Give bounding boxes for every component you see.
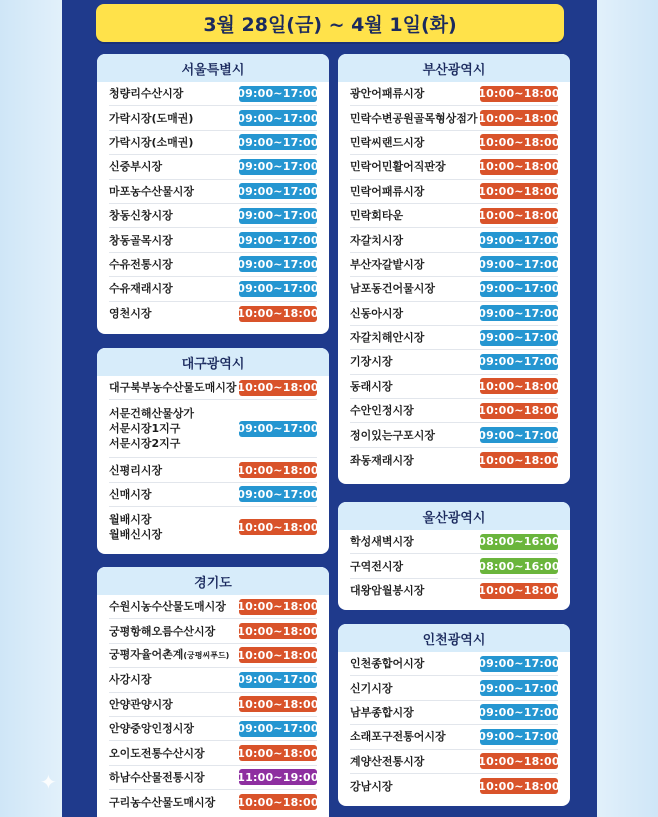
- hours-badge: 10:00~18:00: [478, 184, 560, 198]
- market-name: [109, 208, 173, 223]
- market-list: [97, 595, 329, 815]
- market-name: [350, 330, 424, 345]
- market-row: [350, 448, 558, 472]
- market-name-text: 영천시장: [109, 307, 152, 321]
- market-name-text: 신중부시장: [109, 160, 163, 174]
- market-name-text: 신평리시장: [109, 463, 163, 477]
- market-name: [109, 406, 194, 451]
- market-name: [109, 599, 226, 614]
- market-name-text: 광안어패류시장: [350, 87, 425, 101]
- hours-badge: 10:00~18:00: [237, 648, 319, 662]
- hours-badge: 09:00~17:00: [237, 673, 319, 687]
- market-name: [350, 453, 414, 468]
- market-name-text: 학성새벽시장: [350, 535, 414, 549]
- market-list: [97, 376, 329, 547]
- market-row: [109, 619, 317, 643]
- hours-badge: 09:00~17:00: [237, 135, 319, 149]
- market-row: [109, 82, 317, 106]
- market-name: [109, 487, 152, 502]
- market-row: [350, 106, 558, 130]
- market-name-text: 민락수변공원골목형상점가: [350, 111, 478, 125]
- market-name: [350, 86, 424, 101]
- market-name-text: 수안인정시장: [350, 404, 414, 418]
- market-name: [109, 159, 162, 174]
- market-name-text: 창동골목시장: [109, 233, 173, 247]
- market-name: [350, 403, 414, 418]
- market-name: [109, 624, 215, 639]
- market-name-text: 마포농수산물시장: [109, 184, 195, 198]
- market-row: [350, 774, 558, 798]
- market-name-text: 동래시장: [350, 379, 393, 393]
- hours-badge: 10:00~18:00: [478, 584, 560, 598]
- market-name-text: 수원시농수산물도매시장: [109, 600, 226, 614]
- panel-ulsan: [338, 502, 570, 610]
- hours-badge: 09:00~17:00: [237, 111, 319, 125]
- market-row: [350, 253, 558, 277]
- market-row: [109, 717, 317, 741]
- market-name-text: 소래포구전통어시장: [350, 730, 446, 744]
- market-name: [109, 233, 173, 248]
- market-row: [109, 180, 317, 204]
- hours-badge: 09:00~17:00: [237, 722, 319, 736]
- market-name-text: 사강시장: [109, 673, 152, 687]
- market-name-line: 월배신시장: [109, 528, 163, 542]
- hours-badge: 09:00~17:00: [478, 657, 560, 671]
- market-row: [350, 155, 558, 179]
- market-name-text: 신매시장: [109, 487, 152, 501]
- market-row: [109, 668, 317, 692]
- market-row: [350, 652, 558, 676]
- market-name: [109, 721, 194, 736]
- market-name-line: 서문시장1지구: [109, 422, 181, 436]
- market-name-text: 안양관양시장: [109, 697, 173, 711]
- market-list: [97, 82, 329, 326]
- market-name: [350, 729, 446, 744]
- market-row: [350, 701, 558, 725]
- market-name: [350, 779, 393, 794]
- market-row: [109, 483, 317, 507]
- hours-badge: 10:00~18:00: [478, 87, 560, 101]
- market-name: [109, 111, 193, 126]
- market-name-note: (궁평씨푸드): [183, 651, 230, 661]
- market-name-text: 안양중앙인정시장: [109, 722, 195, 736]
- market-row: [350, 302, 558, 326]
- panel-title: 울산광역시: [338, 502, 570, 530]
- hours-badge: 09:00~17:00: [237, 184, 319, 198]
- market-name-text: 계양산전통시장: [350, 754, 425, 768]
- market-name: [350, 281, 435, 296]
- market-name-text: 하남수산물전통시장: [109, 770, 205, 784]
- hours-badge: 08:00~16:00: [478, 535, 560, 549]
- market-name: [109, 135, 193, 150]
- market-row: [350, 725, 558, 749]
- market-name-text: 남부종합시장: [350, 705, 414, 719]
- market-name: [109, 697, 173, 712]
- market-name: [350, 354, 393, 369]
- market-name-text: 부산자갈밭시장: [350, 257, 425, 271]
- market-row: [109, 400, 317, 458]
- market-name: [350, 705, 414, 720]
- hours-badge: 09:00~17:00: [237, 87, 319, 101]
- market-name-text: 수유재래시장: [109, 282, 173, 296]
- panel-title: 경기도: [97, 567, 329, 595]
- market-row: [350, 579, 558, 603]
- hours-badge: 10:00~18:00: [237, 697, 319, 711]
- market-name-text: 민락어패류시장: [350, 184, 425, 198]
- market-name: [350, 656, 424, 671]
- market-row: [350, 423, 558, 447]
- panel-gyeonggi: [97, 567, 329, 817]
- market-name: [109, 463, 162, 478]
- panel-daegu: [97, 348, 329, 554]
- market-list: [338, 82, 570, 472]
- hours-badge: 09:00~17:00: [478, 233, 560, 247]
- market-name-text: 궁평항해오름수산시장: [109, 624, 216, 638]
- market-list: [338, 652, 570, 798]
- hours-badge: 09:00~17:00: [478, 730, 560, 744]
- market-name-text: 대왕암월봉시장: [350, 584, 425, 598]
- market-name: [350, 208, 403, 223]
- market-name-text: 오이도전통수산시장: [109, 746, 205, 760]
- market-name-text: 민락씨랜드시장: [350, 135, 425, 149]
- market-row: [109, 204, 317, 228]
- market-name-text: 민락어민활어직판장: [350, 160, 446, 174]
- market-row: [109, 644, 317, 668]
- hours-badge: 10:00~18:00: [237, 795, 319, 809]
- market-name: [350, 135, 424, 150]
- market-row: [350, 228, 558, 252]
- market-list: [338, 530, 570, 603]
- market-name: [350, 306, 403, 321]
- market-name: [350, 428, 435, 443]
- market-name: [350, 559, 403, 574]
- market-name-text: 궁평자율어촌계: [109, 648, 184, 662]
- hours-badge: 09:00~17:00: [478, 355, 560, 369]
- hours-badge: 09:00~17:00: [237, 487, 319, 501]
- market-row: [109, 106, 317, 130]
- market-row: [350, 375, 558, 399]
- hours-badge: 10:00~18:00: [478, 404, 560, 418]
- market-row: [109, 131, 317, 155]
- panel-title: 서울특별시: [97, 54, 329, 82]
- market-name: [109, 746, 205, 761]
- market-name-text: 민락회타운: [350, 209, 404, 223]
- market-row: [109, 595, 317, 619]
- market-row: [350, 676, 558, 700]
- market-name-text: 수유전통시장: [109, 257, 173, 271]
- date-banner: 3월 28일(금) ~ 4월 1일(화): [96, 4, 564, 42]
- market-name: [350, 754, 424, 769]
- market-name: [350, 379, 393, 394]
- panel-title: 부산광역시: [338, 54, 570, 82]
- market-row: [350, 326, 558, 350]
- hours-badge: 10:00~18:00: [237, 624, 319, 638]
- market-name-text: 강남시장: [350, 779, 393, 793]
- hours-badge: 09:00~17:00: [478, 681, 560, 695]
- market-name: [109, 512, 162, 542]
- market-name-line: 서문건해산물상가: [109, 407, 195, 421]
- market-row: [109, 253, 317, 277]
- market-row: [109, 155, 317, 179]
- market-name: [350, 233, 403, 248]
- market-name-text: 가락시장(도매권): [109, 111, 194, 125]
- market-row: [350, 530, 558, 554]
- market-name: [109, 184, 194, 199]
- market-row: [350, 131, 558, 155]
- market-name: [350, 257, 424, 272]
- market-name: [109, 281, 173, 296]
- market-name: [350, 111, 478, 126]
- hours-badge: 09:00~17:00: [237, 257, 319, 271]
- market-row: [109, 790, 317, 814]
- market-row: [350, 82, 558, 106]
- hours-badge: 11:00~19:00: [237, 770, 319, 784]
- market-name: [109, 257, 173, 272]
- hours-badge: 09:00~17:00: [478, 331, 560, 345]
- market-name-text: 정이있는구포시장: [350, 428, 436, 442]
- market-name: [109, 647, 229, 663]
- market-name-text: 기장시장: [350, 355, 393, 369]
- market-row: [109, 741, 317, 765]
- market-row: [109, 458, 317, 482]
- market-name: [109, 770, 205, 785]
- market-name-text: 인천종합어시장: [350, 657, 425, 671]
- hours-badge: 10:00~18:00: [237, 520, 319, 534]
- hours-badge: 10:00~18:00: [478, 160, 560, 174]
- market-row: [109, 302, 317, 326]
- hours-badge: 09:00~17:00: [478, 428, 560, 442]
- panel-incheon: [338, 624, 570, 806]
- market-name: [109, 795, 215, 810]
- market-row: [109, 376, 317, 400]
- hours-badge: 10:00~18:00: [237, 307, 319, 321]
- hours-badge: 09:00~17:00: [478, 282, 560, 296]
- market-row: [109, 228, 317, 252]
- panel-title: 대구광역시: [97, 348, 329, 376]
- market-row: [350, 750, 558, 774]
- hours-badge: 10:00~18:00: [478, 779, 560, 793]
- market-name-text: 자갈치해안시장: [350, 331, 425, 345]
- market-row: [350, 277, 558, 301]
- hours-badge: 09:00~17:00: [237, 233, 319, 247]
- market-name: [350, 159, 446, 174]
- market-name: [350, 184, 424, 199]
- market-row: [350, 350, 558, 374]
- market-name-text: 창동신창시장: [109, 209, 173, 223]
- hours-badge: 10:00~18:00: [478, 754, 560, 768]
- market-row: [350, 399, 558, 423]
- market-name-text: 신기시장: [350, 681, 393, 695]
- market-row: [350, 180, 558, 204]
- market-name: [350, 681, 393, 696]
- hours-badge: 09:00~17:00: [237, 422, 319, 436]
- hours-badge: 10:00~18:00: [237, 381, 319, 395]
- market-name-text: 구역전시장: [350, 559, 404, 573]
- market-name: [350, 534, 414, 549]
- hours-badge: 09:00~17:00: [478, 705, 560, 719]
- hours-badge: 10:00~18:00: [478, 209, 560, 223]
- market-name-line: 서문시장2지구: [109, 437, 181, 451]
- hours-badge: 10:00~18:00: [478, 111, 560, 125]
- hours-badge: 09:00~17:00: [478, 257, 560, 271]
- market-row: [109, 277, 317, 301]
- hours-badge: 10:00~18:00: [478, 453, 560, 467]
- panel-seoul: [97, 54, 329, 334]
- market-name: [109, 672, 152, 687]
- hours-badge: 09:00~17:00: [478, 306, 560, 320]
- market-name-text: 청량리수산시장: [109, 87, 184, 101]
- market-name-text: 자갈치시장: [350, 233, 404, 247]
- market-name-text: 가락시장(소매권): [109, 135, 194, 149]
- hours-badge: 08:00~16:00: [478, 559, 560, 573]
- hours-badge: 10:00~18:00: [478, 135, 560, 149]
- panel-title: 인천광역시: [338, 624, 570, 652]
- market-name: [109, 86, 183, 101]
- hours-badge: 10:00~18:00: [478, 379, 560, 393]
- market-row: [109, 507, 317, 547]
- market-row: [350, 204, 558, 228]
- market-name-line: 월배시장: [109, 513, 152, 527]
- market-name-text: 남포동건어물시장: [350, 282, 436, 296]
- market-name: [350, 583, 424, 598]
- market-name: [109, 306, 152, 321]
- hours-badge: 10:00~18:00: [237, 600, 319, 614]
- market-row: [109, 693, 317, 717]
- market-name-text: 대구북부농수산물도매시장: [109, 381, 237, 395]
- hours-badge: 09:00~17:00: [237, 209, 319, 223]
- market-row: [109, 766, 317, 790]
- market-name-text: 좌동재래시장: [350, 453, 414, 467]
- hours-badge: 09:00~17:00: [237, 160, 319, 174]
- hours-badge: 09:00~17:00: [237, 282, 319, 296]
- market-name-text: 구리농수산물도매시장: [109, 795, 216, 809]
- hours-badge: 10:00~18:00: [237, 746, 319, 760]
- hours-badge: 10:00~18:00: [237, 463, 319, 477]
- market-name-text: 신동아시장: [350, 306, 404, 320]
- sparkle-icon: ✦: [40, 770, 57, 794]
- market-name: [109, 380, 237, 395]
- market-row: [350, 554, 558, 578]
- panel-busan: [338, 54, 570, 484]
